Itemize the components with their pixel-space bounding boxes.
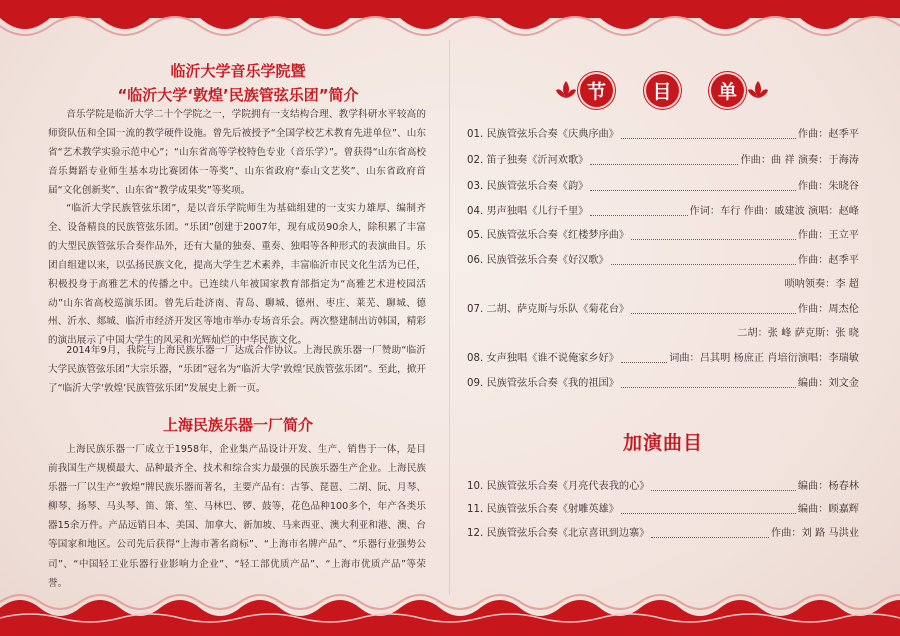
program-title: 04. 男声独唱《儿行千里》 (467, 206, 589, 217)
top-wave-border (0, 0, 900, 46)
program-title: 09. 民族管弦乐合奏《我的祖国》 (467, 378, 619, 389)
program-item-02 (467, 154, 859, 168)
program-credit: 作曲：赵季平 (797, 129, 859, 140)
program-title: 08. 女声独唱《谁不说俺家乡好》 (467, 353, 619, 364)
program-title: 05. 民族管弦乐合奏《红楼梦序曲》 (467, 230, 630, 241)
program-title: 12. 民族管弦乐合奏《北京喜讯到边寨》 (467, 528, 650, 539)
program-title: 02. 笛子独奏《沂河欢歌》 (467, 155, 589, 166)
center-fold (449, 40, 450, 595)
program-item-08 (467, 352, 859, 366)
program-credit: 作曲：朱晓谷 (797, 181, 859, 192)
banner-char-dan: 单 (711, 74, 744, 107)
program-item-06 (467, 254, 859, 292)
program-title: 03. 民族管弦乐合奏《韵》 (467, 181, 589, 192)
program-title: 01. 民族管弦乐合奏《庆典序曲》 (467, 129, 619, 140)
program-performer: 唢呐领奏：李 超 (784, 279, 859, 290)
program-item-04 (467, 205, 859, 219)
program-title: 10. 民族管弦乐合奏《月亮代表我的心》 (467, 481, 650, 492)
encore-heading: 加演曲目 (622, 432, 703, 454)
program-credit: 作曲：王立平 (797, 230, 859, 241)
college-heading: 临沂大学音乐学院暨 (170, 62, 306, 80)
program-credit: 作曲：赵季平 (797, 255, 859, 266)
encore-item-10 (467, 480, 859, 494)
program-credit: 作曲：曲 祥 演奏：于海涛 (740, 155, 859, 166)
banner-char-mu: 目 (646, 74, 679, 107)
college-intro-paragraph: 音乐学院是临沂大学二十个学院之一，学院拥有一支结构合理、教学科研水平较高的师资队伍和全国一流的教学硬件设施。曾先后被授予“全国学校艺术教育先进单位”、山东省“艺术教学实验示范中心”；“山东省高等学校特色专业（音乐学）”。曾获得“山东省高校音乐舞蹈专业师生基本功比赛团体一等奖”、山东省政府“泰山文艺奖”、山东省政府首届“文化创新奖”、山东省“教学成果奖”等奖项。 (48, 109, 426, 196)
right-lotus-icon (746, 78, 770, 102)
program-credit: 编曲：杨春林 (797, 481, 859, 492)
bottom-wave-border (0, 588, 900, 636)
program-performer: 二胡：张 峰 萨克斯：张 晓 (737, 328, 859, 339)
program-credit: 作词：车行 作曲：戚建波 演唱：赵峰 (689, 206, 859, 217)
program-credit: 词曲：吕其明 杨庶正 肖培衍演唱：李瑞敏 (669, 353, 859, 364)
program-item-01 (467, 128, 859, 142)
orchestra-heading: “临沂大学‘敦煌’民族管弦乐团”简介 (117, 86, 359, 104)
banner-char-jie: 节 (580, 74, 613, 107)
program-item-09 (467, 377, 859, 391)
encore-item-12 (467, 527, 859, 541)
encore-item-11 (467, 503, 859, 517)
program-credit: 编曲：顾嘉辉 (797, 504, 859, 515)
program-title: 07. 二胡、萨克斯与乐队《菊花台》 (467, 304, 630, 315)
program-item-05 (467, 229, 859, 243)
program-banner (580, 72, 744, 108)
left-lotus-icon (554, 78, 578, 102)
program-credit: 作曲：周杰伦 (797, 304, 859, 315)
program-title: 11. 民族管弦乐合奏《射雕英雄》 (467, 504, 619, 515)
program-item-07 (467, 303, 859, 341)
orchestra-intro-paragraph: “临沂大学民族管弦乐团”，是以音乐学院师生为基础组建的一支实力雄厚、编制齐全、设备精良的民族管弦乐团。“乐团”创建于2007年，现有成员90余人，除积累了丰富的大型民族管弦乐合奏作品外，还有大量的独奏、重奏、独唱等各种形式的表演曲目。乐团自组建以来，以弘扬民族文化，提高大学生艺术素养，丰富临沂市民文化生活为已任，积极投身于高雅艺术的传播之中。已连续八年被国家教育部指定为“高雅艺术进校园活动”山东省高校巡演乐团。曾先后赴济南、青岛、聊城、德州、枣庄、莱芜、聊城、德州、沂水、郯城、临沂市经济开发区等地市举办专场音乐会。两次整建制出访韩国，精彩的演出展示了中国大学生的风采和光辉灿烂的中华民族文化。 (48, 203, 426, 347)
program-credit: 编曲：刘文金 (797, 378, 859, 389)
factory-intro-paragraph: 上海民族乐器一厂成立于1958年，企业集产品设计开发、生产、销售于一体，是目前我国生产规模最大、品种最齐全、技术和综合实力最强的民族乐器生产企业。上海民族乐器一厂以生产“敦煌”牌民族乐器而著名，主要产品有：古筝、琵琶、二胡、阮、月琴、柳琴、扬琴、马头琴、笛、箫、笙、马林巴、锣、鼓等，花色品种100多个，年产各类乐器15余万件。产品远销日本、美国、加拿大、新加坡、马来西亚、澳大利亚和港、澳、台等国家和地区。公司先后获得“上海市著名商标”、“上海市名牌产品”、“乐器行业强势公司”、“中国轻工业乐器行业影响力企业”、“轻工部优质产品”、“上海市优质产品”等荣誉。 (48, 444, 426, 589)
program-credit: 作曲：刘 路 马洪业 (771, 528, 859, 539)
partnership-paragraph: 2014年9月，我院与上海民族乐器一厂达成合作协议。上海民族乐器一厂赞助“临沂大学民族管弦乐团”大宗乐器，“乐团”冠名为“临沂大学‘敦煌’民族管弦乐团”。至此，掀开了“临沂大学‘敦煌’民族管弦乐团”发展史上新一页。 (48, 345, 426, 394)
factory-heading: 上海民族乐器一厂简介 (162, 416, 313, 434)
program-item-03 (467, 180, 859, 194)
program-title: 06. 民族管弦乐合奏《好汉歌》 (467, 255, 609, 266)
